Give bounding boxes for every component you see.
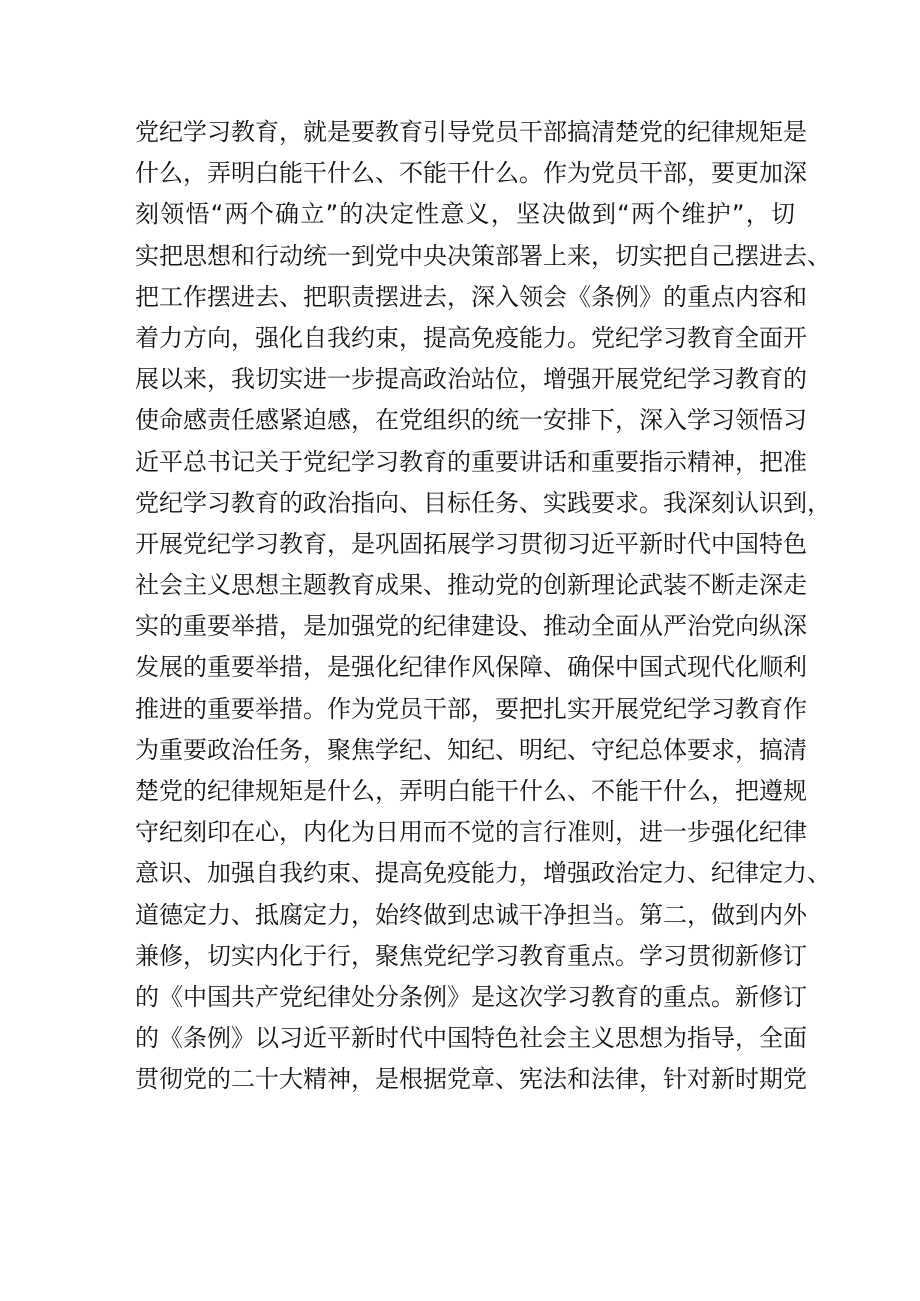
text-line: 贯彻党的二十大精神，是根据党章、宪法和法律，针对新时期党 bbox=[135, 1065, 807, 1094]
text-line: 把工作摆进去、把职责摆进去，深入领会《条例》的重点内容和 bbox=[135, 282, 807, 311]
text-line: 兼修，切实内化于行，聚焦党纪学习教育重点。学习贯彻新修订 bbox=[135, 941, 807, 970]
text-line: 党纪学习教育，就是要教育引导党员干部搞清楚党的纪律规矩是 bbox=[135, 118, 807, 146]
text-line: 社会主义思想主题教育成果、推动党的创新理论武装不断走深走 bbox=[135, 571, 807, 600]
text-line: 什么，弄明白能干什么、不能干什么。作为党员干部，要更加深 bbox=[135, 159, 807, 188]
text-line: 道德定力、抵腐定力，始终做到忠诚干净担当。第二，做到内外 bbox=[135, 900, 807, 929]
text-line: 的《条例》以习近平新时代中国特色社会主义思想为指导，全面 bbox=[135, 1024, 807, 1053]
text-line: 实把思想和行动统一到党中央决策部署上来，切实把自己摆进去、 bbox=[135, 241, 831, 270]
body-paragraph bbox=[135, 112, 831, 1101]
text-line: 近平总书记关于党纪学习教育的重要讲话和重要指示精神，把准 bbox=[135, 447, 807, 476]
text-line: 的《中国共产党纪律处分条例》是这次学习教育的重点。新修订 bbox=[135, 982, 807, 1011]
text-line: 开展党纪学习教育，是巩固拓展学习贯彻习近平新时代中国特色 bbox=[135, 529, 807, 558]
text-line: 展以来，我切实进一步提高政治站位，增强开展党纪学习教育的 bbox=[135, 365, 807, 394]
text-line: 发展的重要举措，是强化纪律作风保障、确保中国式现代化顺利 bbox=[135, 653, 807, 682]
text-line: 党纪学习教育的政治指向、目标任务、实践要求。我深刻认识到， bbox=[135, 488, 831, 517]
text-line: 推进的重要举措。作为党员干部，要把扎实开展党纪学习教育作 bbox=[135, 694, 807, 723]
text-line: 意识、加强自我约束、提高免疫能力，增强政治定力、纪律定力、 bbox=[135, 859, 831, 888]
text-line: 刻领悟“两个确立”的决定性意义，坚决做到“两个维护”，切 bbox=[135, 200, 795, 229]
text-line: 为重要政治任务，聚焦学纪、知纪、明纪、守纪总体要求，搞清 bbox=[135, 735, 807, 764]
text-line: 实的重要举措，是加强党的纪律建设、推动全面从严治党向纵深 bbox=[135, 612, 807, 641]
text-line: 楚党的纪律规矩是什么，弄明白能干什么、不能干什么，把遵规 bbox=[135, 777, 807, 805]
text-line: 守纪刻印在心，内化为日用而不觉的言行准则，进一步强化纪律 bbox=[135, 818, 807, 847]
text-line: 着力方向，强化自我约束，提高免疫能力。党纪学习教育全面开 bbox=[135, 323, 807, 352]
text-line: 使命感责任感紧迫感，在党组织的统一安排下，深入学习领悟习 bbox=[135, 406, 807, 435]
